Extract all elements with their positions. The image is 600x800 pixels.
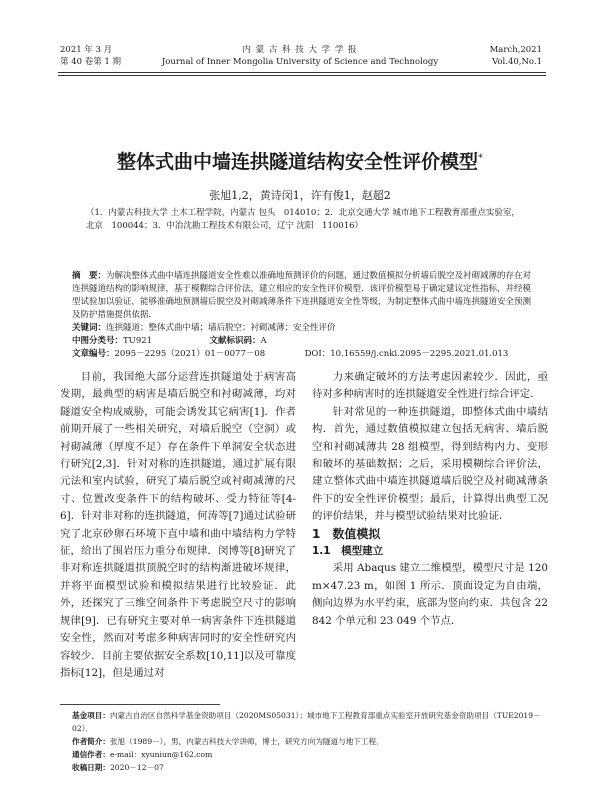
article-number-row [72, 348, 532, 361]
running-header-center [150, 44, 450, 68]
article-no-label: 文章编号： [72, 349, 115, 359]
paper-title-text: 整体式曲中墙连拱隧道结构安全性评价模型 [116, 151, 478, 173]
doc-code-label: 文献标识码： [209, 336, 261, 346]
keywords-label: 关键词： [72, 323, 107, 333]
intro-paragraph-1: 目前，我国绝大部分运营连拱隧道处于病害高发期，最典型的病害是墙后脱空和衬砌减薄，均对隧道安全构成威胁，可能会诱发其它病害[1]．作者前期开展了一些相关研究，对墙后脱空（空洞）或衬砌减薄（厚度不足）存在条件下单洞安全状态进行研究[2,3]．针对对称的连拱隧道，通过扩展有限元法和室内试验，研究了墙后脱空或衬砌减薄的尺寸、位置改变条件下的结构破坏、受力特征等[4-6]．针对非对称的连拱隧道，何涛等[7]通过试验研究了北京砂卵石环境下直中墙和曲中墙结构力学特征，给出了围岩压力重分布规律．闵博等[8]研究了非对称连拱隧道拱顶脱空时的结构渐进破坏规律，并将平面模型试验和模拟结果进行比较验证．此外，还探究了三维空间条件下考虑脱空尺寸的影响规律[9]．已有研究主要对单一病害条件下连拱隧道安全性，然而对考虑多种病害同时的安全性研究内容较少．目前主要依据安全系数[10,11]以及可靠度指标[12]，但是通过对 [60, 371, 296, 679]
classification-row [72, 335, 532, 348]
header-rule-top [58, 72, 546, 73]
abstract [72, 270, 532, 322]
affiliations: （1．内蒙古科技大学 土木工程学院，内蒙古 包头 014010；2．北京交通大学 城市地下工程教育部重点实验室，北京 100044；3．中冶沈勘工程技术有限公司，辽宁 沈阳 110016） [86, 208, 520, 231]
running-header-left [60, 44, 121, 68]
footnotes [72, 709, 542, 774]
abstract-label: 摘 要： [72, 271, 107, 281]
running-header-right [490, 44, 542, 68]
body-column-left [60, 369, 296, 682]
received-label: 收稿日期： [72, 763, 110, 772]
volume-issue-en: Vol.40,No.1 [492, 57, 542, 67]
clc-label: 中图分类号： [72, 336, 124, 346]
author-list: 张旭1,2，黄诗闵1，许有俊1，赵超2 [209, 189, 391, 202]
doc-code-value: A [260, 336, 267, 346]
email-label: 通信作者： [72, 750, 110, 759]
model-paragraph: 采用 Abaqus 建立二维模型，模型尺寸是 120 m×47.23 m，如图 1 所示．顶面设定为自由端，侧向边界为水平约束，底部为竖向约束．共包含 22 842 个单元和 23 049 个节点． [312, 562, 548, 627]
author-bio-label: 作者简介： [72, 737, 110, 746]
doi: DOI：10.16559/j.cnki.2095－2295.2021.01.013 [304, 349, 509, 359]
issue-date: 2021 年 3 月 [60, 45, 113, 55]
keywords-text: 连拱隧道；整体式曲中墙；墙后脱空；衬砌减薄；安全性评价 [106, 323, 336, 333]
funding-text: 内蒙古自治区自然科学基金资助项目（2020MS05031）；城市地下工程教育部重点实验室开放研究基金资助项目（TUE2019－02）． [72, 711, 541, 733]
abstract-block [72, 270, 532, 361]
journal-name-cn: 内 蒙 古 科 技 大 学 学 报 [242, 45, 358, 55]
corresponding-author [72, 748, 542, 761]
funding-label: 基金项目： [72, 711, 110, 720]
intro-paragraph-2: 力来确定破坏的方法考虑因素较少．因此，亟待对多种病害时的连拱隧道安全性进行综合评定． [312, 371, 548, 401]
intro-paragraph-3: 针对常见的一种连拱隧道，即整体式曲中墙结构．首先，通过数值模拟建立包括无病害、墙后脱空和衬砌减薄共 28 组模型，得到结构内力、变形和破坏的基础数据；之后，采用模糊综合评价法，建立整体式曲中墙连拱隧道墙后脱空及衬砌减薄条件下的安全性评价模型；最后，计算得出典型工况的评价结果，并与模型试验结果对比验证． [312, 405, 548, 523]
section-heading-1-1: 1.1 模型建立 [312, 545, 384, 558]
email-text: e-mail：xyuniun@162.com [109, 750, 213, 759]
header-rule-bottom [58, 75, 546, 76]
issue-date-en: March,2021 [489, 45, 542, 55]
body-column-right [312, 369, 548, 630]
journal-name-en: Journal of Inner Mongolia University of Science and Technology [161, 57, 439, 67]
footnote-rule [60, 704, 220, 705]
title-footnote-mark: * [478, 152, 483, 164]
clc-value: TU921 [123, 336, 153, 346]
received-text: 2020－12－07 [109, 763, 164, 772]
section-heading-1: 1 数值模拟 [312, 526, 381, 541]
keywords [72, 322, 532, 335]
article-no-value: 2095－2295（2021）01－0077－08 [114, 349, 266, 359]
paper-title [60, 147, 540, 174]
author-bio-text: 张旭（1989－），男，内蒙古科技大学讲师，博士，研究方向为隧道与地下工程． [109, 737, 384, 746]
volume-issue: 第 40 卷第 1 期 [60, 57, 122, 67]
received-date [72, 761, 542, 774]
author-bio [72, 735, 542, 748]
abstract-text: 为解决整体式曲中墙连拱隧道安全性难以准确地预测评价的问题，通过数值模拟分析墙后脱空及衬砌减薄的存在对连拱隧道结构的影响规律，基于模糊综合评价法，建立相应的安全性评价模型．该评价模型易于确定建议定性指标，并经模型试验加以验证，能够准确地预测墙后脱空及衬砌减薄条件下连拱隧道安全性等级，为制定整体式曲中墙连拱隧道安全预测及防护措施提供依据． [72, 271, 532, 320]
funding-note [72, 709, 542, 735]
